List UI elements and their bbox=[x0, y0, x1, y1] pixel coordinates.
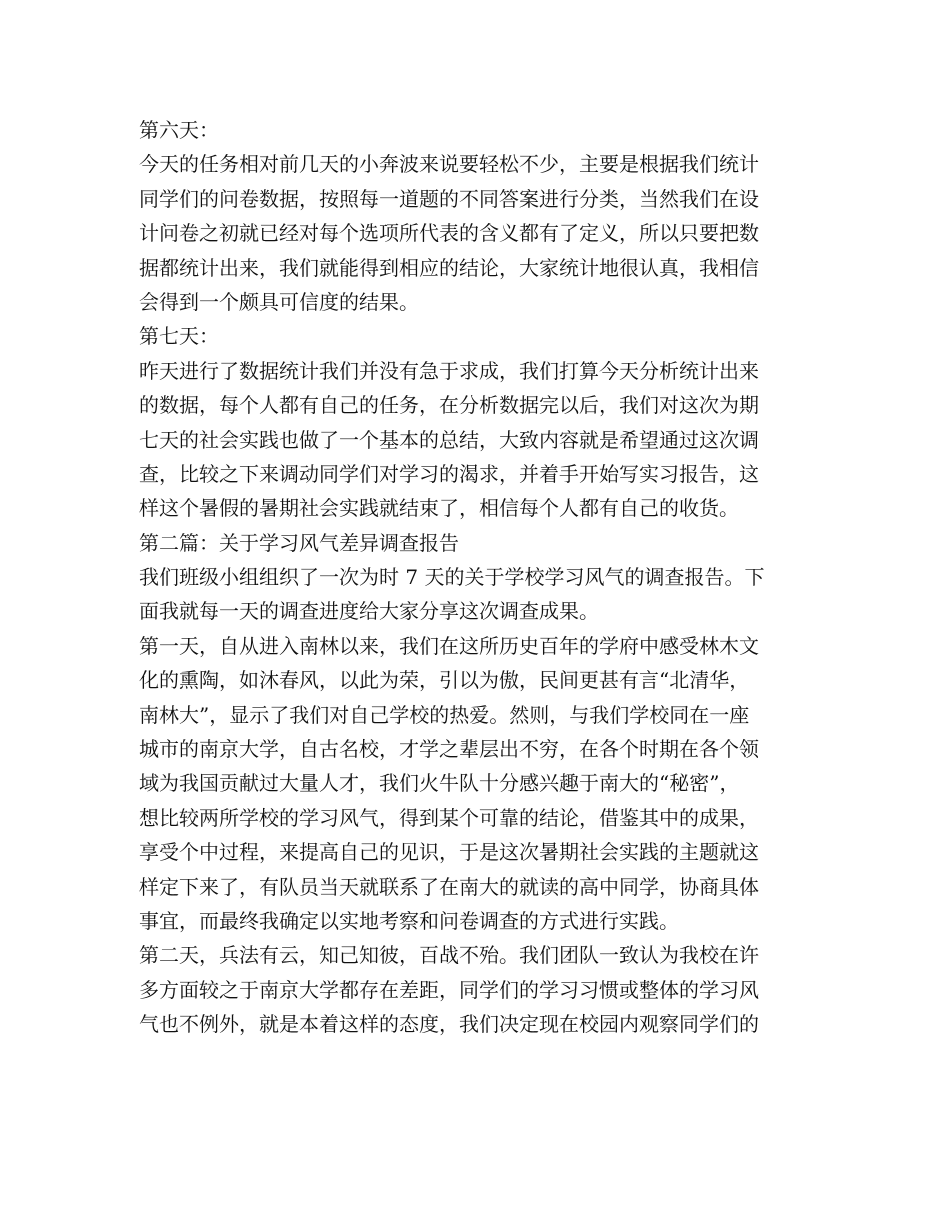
text-line: 样这个暑假的暑期社会实践就结束了，相信每个人都有自己的收货。 bbox=[139, 496, 739, 521]
text-line: 同学们的问卷数据，按照每一道题的不同答案进行分类，当然我们在设 bbox=[139, 186, 759, 211]
text-line: 气也不例外，就是本着这样的态度，我们决定现在校园内观察同学们的 bbox=[139, 1012, 759, 1037]
text-line: 七天的社会实践也做了一个基本的总结，大致内容就是希望通过这次调 bbox=[139, 427, 759, 452]
text-line: 会得到一个颇具可信度的结果。 bbox=[139, 289, 419, 314]
document-body bbox=[139, 113, 819, 1042]
text-line-heading-day7: 第七天： bbox=[139, 324, 219, 349]
text-line: 的数据，每个人都有自己的任务，在分析数据完以后，我们对这次为期 bbox=[139, 393, 759, 418]
text-line: 城市的南京大学，自古名校，才学之辈层出不穷，在各个时期在各个领 bbox=[139, 737, 759, 762]
text-line: 今天的任务相对前几天的小奔波来说要轻松不少，主要是根据我们统计 bbox=[139, 152, 759, 177]
text-line-heading-day6: 第六天： bbox=[139, 118, 219, 142]
text-line: 查，比较之下来调动同学们对学习的渴求，并着手开始写实习报告，这 bbox=[139, 461, 759, 486]
text-line: 多方面较之于南京大学都存在差距，同学们的学习习惯或整体的学习风 bbox=[139, 977, 759, 1002]
text-line: 昨天进行了数据统计我们并没有急于求成，我们打算今天分析统计出来 bbox=[139, 358, 759, 383]
text-line: 化的熏陶，如沐春风，以此为荣，引以为傲，民间更甚有言“北清华， bbox=[139, 668, 750, 693]
text-line: 我们班级小组组织了一次为时 7 天的关于学校学习风气的调查报告。下 bbox=[139, 565, 765, 590]
text-line: 计问卷之初就已经对每个选项所代表的含义都有了定义，所以只要把数 bbox=[139, 221, 759, 246]
text-line: 据都统计出来，我们就能得到相应的结论，大家统计地很认真，我相信 bbox=[139, 255, 759, 280]
text-line: 面我就每一天的调查进度给大家分享这次调查成果。 bbox=[139, 599, 599, 624]
text-line: 样定下来了，有队员当天就联系了在南大的就读的高中同学，协商具体 bbox=[139, 874, 759, 899]
text-line: 南林大”，显示了我们对自己学校的热爱。然则，与我们学校同在一座 bbox=[139, 702, 750, 727]
text-line: 域为我国贡献过大量人才，我们火牛队十分感兴趣于南大的“秘密”， bbox=[139, 771, 740, 796]
text-line: 第一天，自从进入南林以来，我们在这所历史百年的学府中感受林木文 bbox=[139, 633, 759, 658]
text-line: 想比较两所学校的学习风气，得到某个可靠的结论，借鉴其中的成果， bbox=[139, 805, 759, 830]
text-line: 第二天，兵法有云，知己知彼，百战不殆。我们团队一致认为我校在许 bbox=[139, 943, 759, 968]
text-line: 享受个中过程，来提高自己的见识，于是这次暑期社会实践的主题就这 bbox=[139, 840, 759, 865]
text-line-section-title: 第二篇：关于学习风气差异调查报告 bbox=[139, 530, 459, 555]
text-line: 事宜，而最终我确定以实地考察和问卷调查的方式进行实践。 bbox=[139, 908, 679, 933]
